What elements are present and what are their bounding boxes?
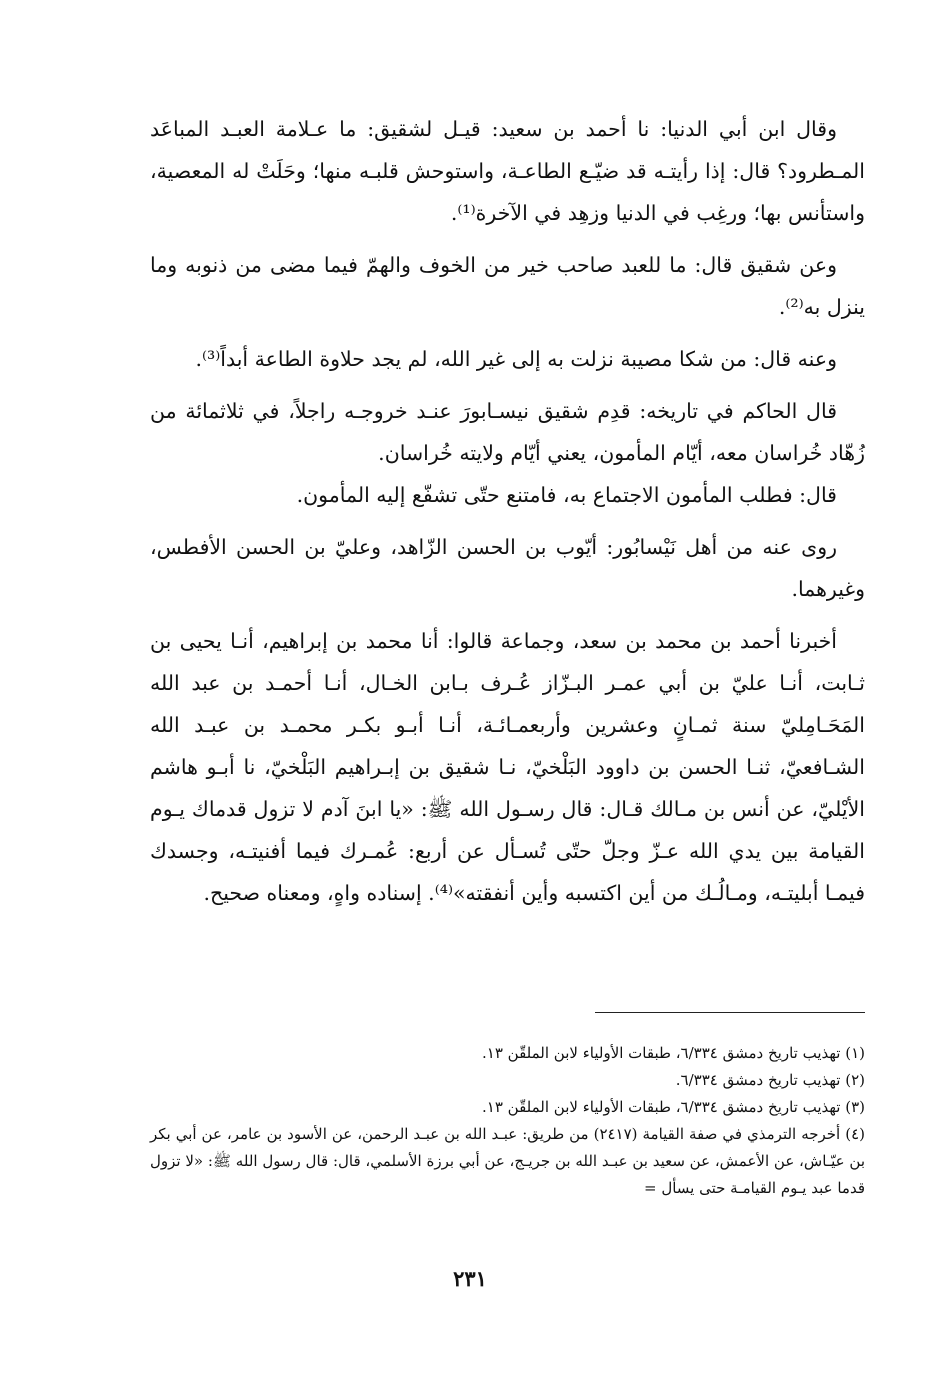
footnotes bbox=[150, 1040, 865, 1202]
page-number: ٢٣١ bbox=[453, 1266, 487, 1291]
paragraph: وعنه قال: من شكا مصيبة نزلت به إلى غير الله، لم يجد حلاوة الطاعة أبداً⁽³⁾. bbox=[195, 347, 837, 371]
paragraph: وعن شقيق قال: ما للعبد صاحب خير من الخوف والهمّ فيما مضى من ذنوبه وما ينزل به⁽²⁾. bbox=[150, 253, 865, 319]
footnote: (٣) تهذيب تاريخ دمشق ٦/٣٣٤، طبقات الأولياء لابن الملقّن ١٣. bbox=[481, 1098, 865, 1116]
footnote: (٤) أخرجه الترمذي في صفة القيامة (٢٤١٧) من طريق: عبـد الله بن عبـد الرحمن، عن الأسود بن عامر، عن أبي بكر بن عيّـاش، عن الأعمش، عن سعيد بن عبـد الله بن جريـج، عن أبي برزة الأسلمي، قال: قال رسول الله ﷺ: «لا تزول قدما عبد يـوم القيامـة حتى يسأل = bbox=[150, 1125, 865, 1197]
paragraph: قال الحاكم في تاريخه: قدِم شقيق نيسـابورَ عنـد خروجـه راجلاً، في ثلاثمائة من زُهّاد خُراسان معه، أيّام المأمون، يعني أيّام ولايته خُراسان. bbox=[150, 399, 865, 465]
footnote: (١) تهذيب تاريخ دمشق ٦/٣٣٤، طبقات الأولياء لابن الملقّن ١٣. bbox=[481, 1044, 865, 1062]
paragraph: أخبرنا أحمد بن محمد بن سعد، وجماعة قالوا: أنا محمد بن إبراهيم، أنـا يحيى بن ثـابت، أنـا عليّ بن أبي عمـر البـزّاز عُـرف بـابن الخـال، أنـا أحمـد بن عبد الله المَحَـامِليّ سنة ثمـانٍ وعشرين وأربعمـائـة، أنـا أبـو بكـر محمـد بن عبـد الله الشـافعيّ، ثنـا الحسن بن داوود البَلْخيّ، نـا شقيق بن إبـراهيم البَلْخيّ، نا أبـو هاشم الأيْليّ، عن أنس بن مـالك قـال: قال رسـول الله ﷺ: «يا ابنَ آدم لا تزول قدماك يـوم القيامة بين يدي الله عـزّ وجلّ حتّى تُسـأل عن أربع: عُمـرك فيما أفنيتـه، وجسدك فيمـا أبليتـه، ومـالُـك من أين اكتسبه وأين أنفقته»⁽⁴⁾. إسناده واهٍ، ومعناه صحيح. bbox=[150, 629, 865, 905]
paragraph: روى عنه من أهل نَيْسابُور: أيّوب بن الحسن الزّاهد، وعليّ بن الحسن الأفطس، وغيرهما. bbox=[150, 535, 865, 601]
paragraph: قال: فطلب المأمون الاجتماع به، فامتنع حتّى تشفّع إليه المأمون. bbox=[296, 483, 837, 507]
paragraph: وقال ابن أبي الدنيا: نا أحمد بن سعيد: قيـل لشقيق: ما عـلامة العبـد المباعَد المـطرود؟ قال: إذا رأيتـه قد ضيّـع الطاعـة، واستوحش قلبـه منها؛ وحَلَتْ له المعصية، واستأنس بها؛ ورغِب في الدنيا وزهِد في الآخرة⁽¹⁾. bbox=[150, 117, 865, 225]
main-text bbox=[150, 108, 865, 924]
footnote: (٢) تهذيب تاريخ دمشق ٦/٣٣٤. bbox=[675, 1071, 865, 1089]
footnote-divider bbox=[595, 1012, 865, 1013]
